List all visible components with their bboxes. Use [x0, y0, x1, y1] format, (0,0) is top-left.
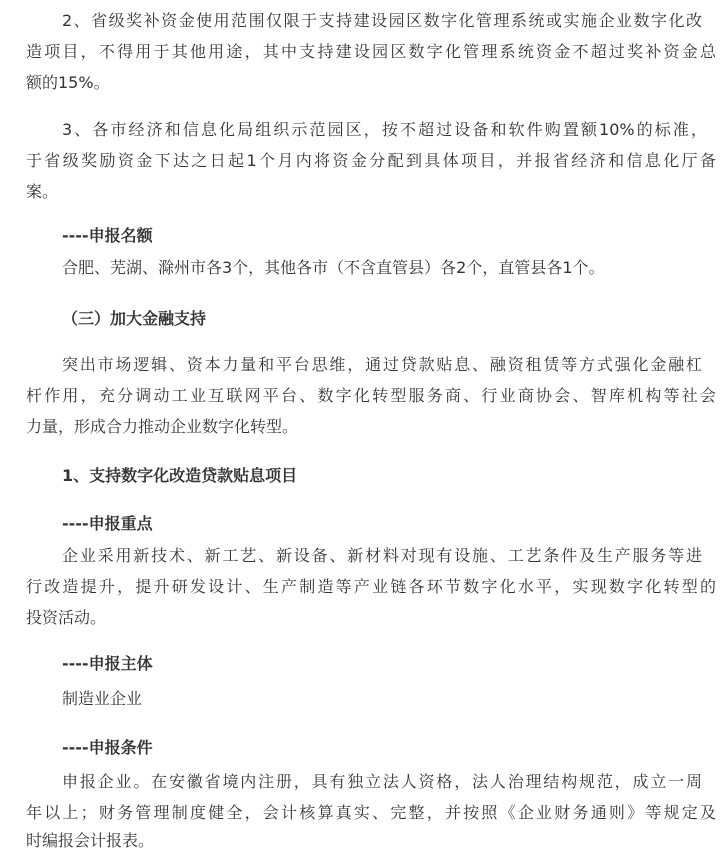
quota-text: 合肥、芜湖、滁州市各3个，其他各市（不含直管县）各2个，直管县各1个。 — [62, 258, 605, 277]
conditions-paragraph-line-1: 申报企业。在安徽省境内注册，具有独立法人资格，法人治理结构规范，成立一周 — [62, 772, 702, 791]
finance-paragraph-line-3: 力量，形成合力推动企业数字化转型。 — [26, 417, 299, 436]
section-label-quota: ----申报名额 — [62, 226, 153, 245]
paragraph-3-line-2: 于省级奖励资金下达之日起1个月内将资金分配到具体项目，并报省经济和信息化厅备 — [26, 151, 716, 170]
section-heading-finance-support: （三）加大金融支持 — [62, 309, 207, 328]
subject-text: 制造业企业 — [62, 689, 143, 708]
subsection-heading-loan-subsidy: 1、支持数字化改造贷款贴息项目 — [62, 466, 298, 485]
conditions-paragraph-line-3: 时编报会计报表。 — [26, 831, 155, 850]
paragraph-3-line-3: 案。 — [26, 182, 59, 201]
section-label-conditions: ----申报条件 — [62, 738, 153, 757]
focus-paragraph-line-1: 企业采用新技术、新工艺、新设备、新材料对现有设施、工艺条件及生产服务等进 — [62, 546, 702, 565]
conditions-paragraph-line-2: 年以上；财务管理制度健全，会计核算真实、完整，并按照《企业财务通则》等规定及 — [26, 803, 716, 822]
section-label-focus: ----申报重点 — [62, 514, 153, 533]
paragraph-2-line-1: 2、省级奖补资金使用范围仅限于支持建设园区数字化管理系统或实施企业数字化改 — [62, 11, 702, 30]
focus-paragraph-line-2: 行改造提升，提升研发设计、生产制造等产业链各环节数字化水平，实现数字化转型的 — [26, 577, 716, 596]
focus-paragraph-line-3: 投资活动。 — [26, 608, 107, 627]
paragraph-2-line-3: 额的15%。 — [26, 73, 110, 92]
paragraph-3-line-1: 3、各市经济和信息化局组织示范园区，按不超过设备和软件购置额10%的标准， — [62, 120, 707, 139]
finance-paragraph-line-2: 杆作用，充分调动工业互联网平台、数字化转型服务商、行业商协会、智库机构等社会 — [26, 386, 716, 405]
section-label-subject: ----申报主体 — [62, 654, 153, 673]
paragraph-2-line-2: 造项目，不得用于其他用途，其中支持建设园区数字化管理系统资金不超过奖补资金总 — [26, 42, 716, 61]
finance-paragraph-line-1: 突出市场逻辑、资本力量和平台思维，通过贷款贴息、融资租赁等方式强化金融杠 — [62, 355, 702, 374]
